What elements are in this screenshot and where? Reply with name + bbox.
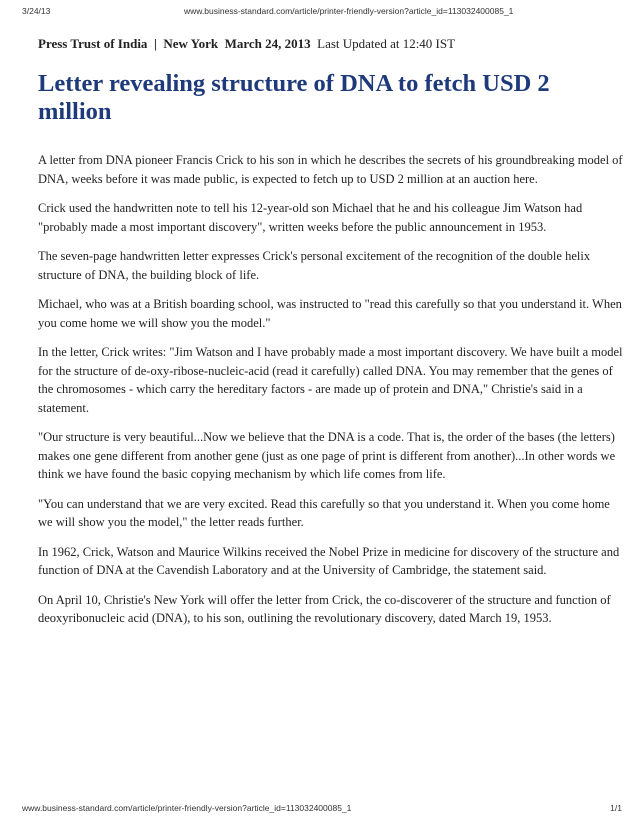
article-paragraph: Michael, who was at a British boarding school, was instructed to "read this carefully so that you understand it. When you come home we will show you the model." <box>38 297 622 330</box>
article-paragraph: Crick used the handwritten note to tell his 12-year-old son Michael that he and his colleague Jim Watson had "probably made a most important discovery", written weeks before the public announcement in 1953. <box>38 201 583 234</box>
article-paragraph: On April 10, Christie's New York will offer the letter from Crick, the co-discoverer of the structure and function of deoxyribonucleic acid (DNA), to his son, outlining the revolutionary discovery, dated March 19, 1953. <box>38 592 611 625</box>
print-header-url: www.business-standard.com/article/printer-friendly-version?article_id=113032400085_1 <box>184 6 514 16</box>
article-paragraph: "You can understand that we are very excited. Read this carefully so that you understand it. When you come home we will show you the model," the letter reads further. <box>38 496 610 529</box>
byline <box>38 36 455 52</box>
print-date: 3/24/13 <box>22 6 51 16</box>
byline-updated: Last Updated at 12:40 IST <box>317 36 456 51</box>
article-body <box>38 151 623 639</box>
byline-separator: | <box>153 36 157 51</box>
byline-date: March 24, 2013 <box>224 36 311 51</box>
article-paragraph: In 1962, Crick, Watson and Maurice Wilkins received the Nobel Prize in medicine for discovery of the structure and function of DNA at the Cavendish Laboratory and at the University of Cambridge, the statement said. <box>38 544 620 577</box>
article-paragraph: In the letter, Crick writes: "Jim Watson and I have probably made a most important discovery. We have built a model for the structure of de-oxy-ribose-nucleic-acid (read it carefully) called DNA. You may remember that the genes of the chromosomes - which carry the hereditary factors - are made up of protein and DNA," Christie's said in a statement. <box>38 345 623 415</box>
article-paragraph: A letter from DNA pioneer Francis Crick to his son in which he describes the secrets of his groundbreaking model of DNA, weeks before it was made public, is expected to fetch up to USD 2 million at an auction here. <box>38 153 623 186</box>
page-number: 1/1 <box>610 803 622 813</box>
article-paragraph: "Our structure is very beautiful...Now we believe that the DNA is a code. That is, the order of the bases (the letters) makes one gene different from another gene (just as one page of print is different from another)...In other words we think we have found the basic copying mechanism by which life comes from life. <box>38 430 616 481</box>
print-footer-url: www.business-standard.com/article/printer-friendly-version?article_id=113032400085_1 <box>22 803 352 813</box>
article-title: Letter revealing structure of DNA to fetch USD 2 million <box>38 70 550 125</box>
article-paragraph: The seven-page handwritten letter expresses Crick's personal excitement of the recognition of the double helix structure of DNA, the building block of life. <box>38 249 591 282</box>
byline-city: New York <box>163 36 219 51</box>
byline-source: Press Trust of India <box>38 36 148 51</box>
